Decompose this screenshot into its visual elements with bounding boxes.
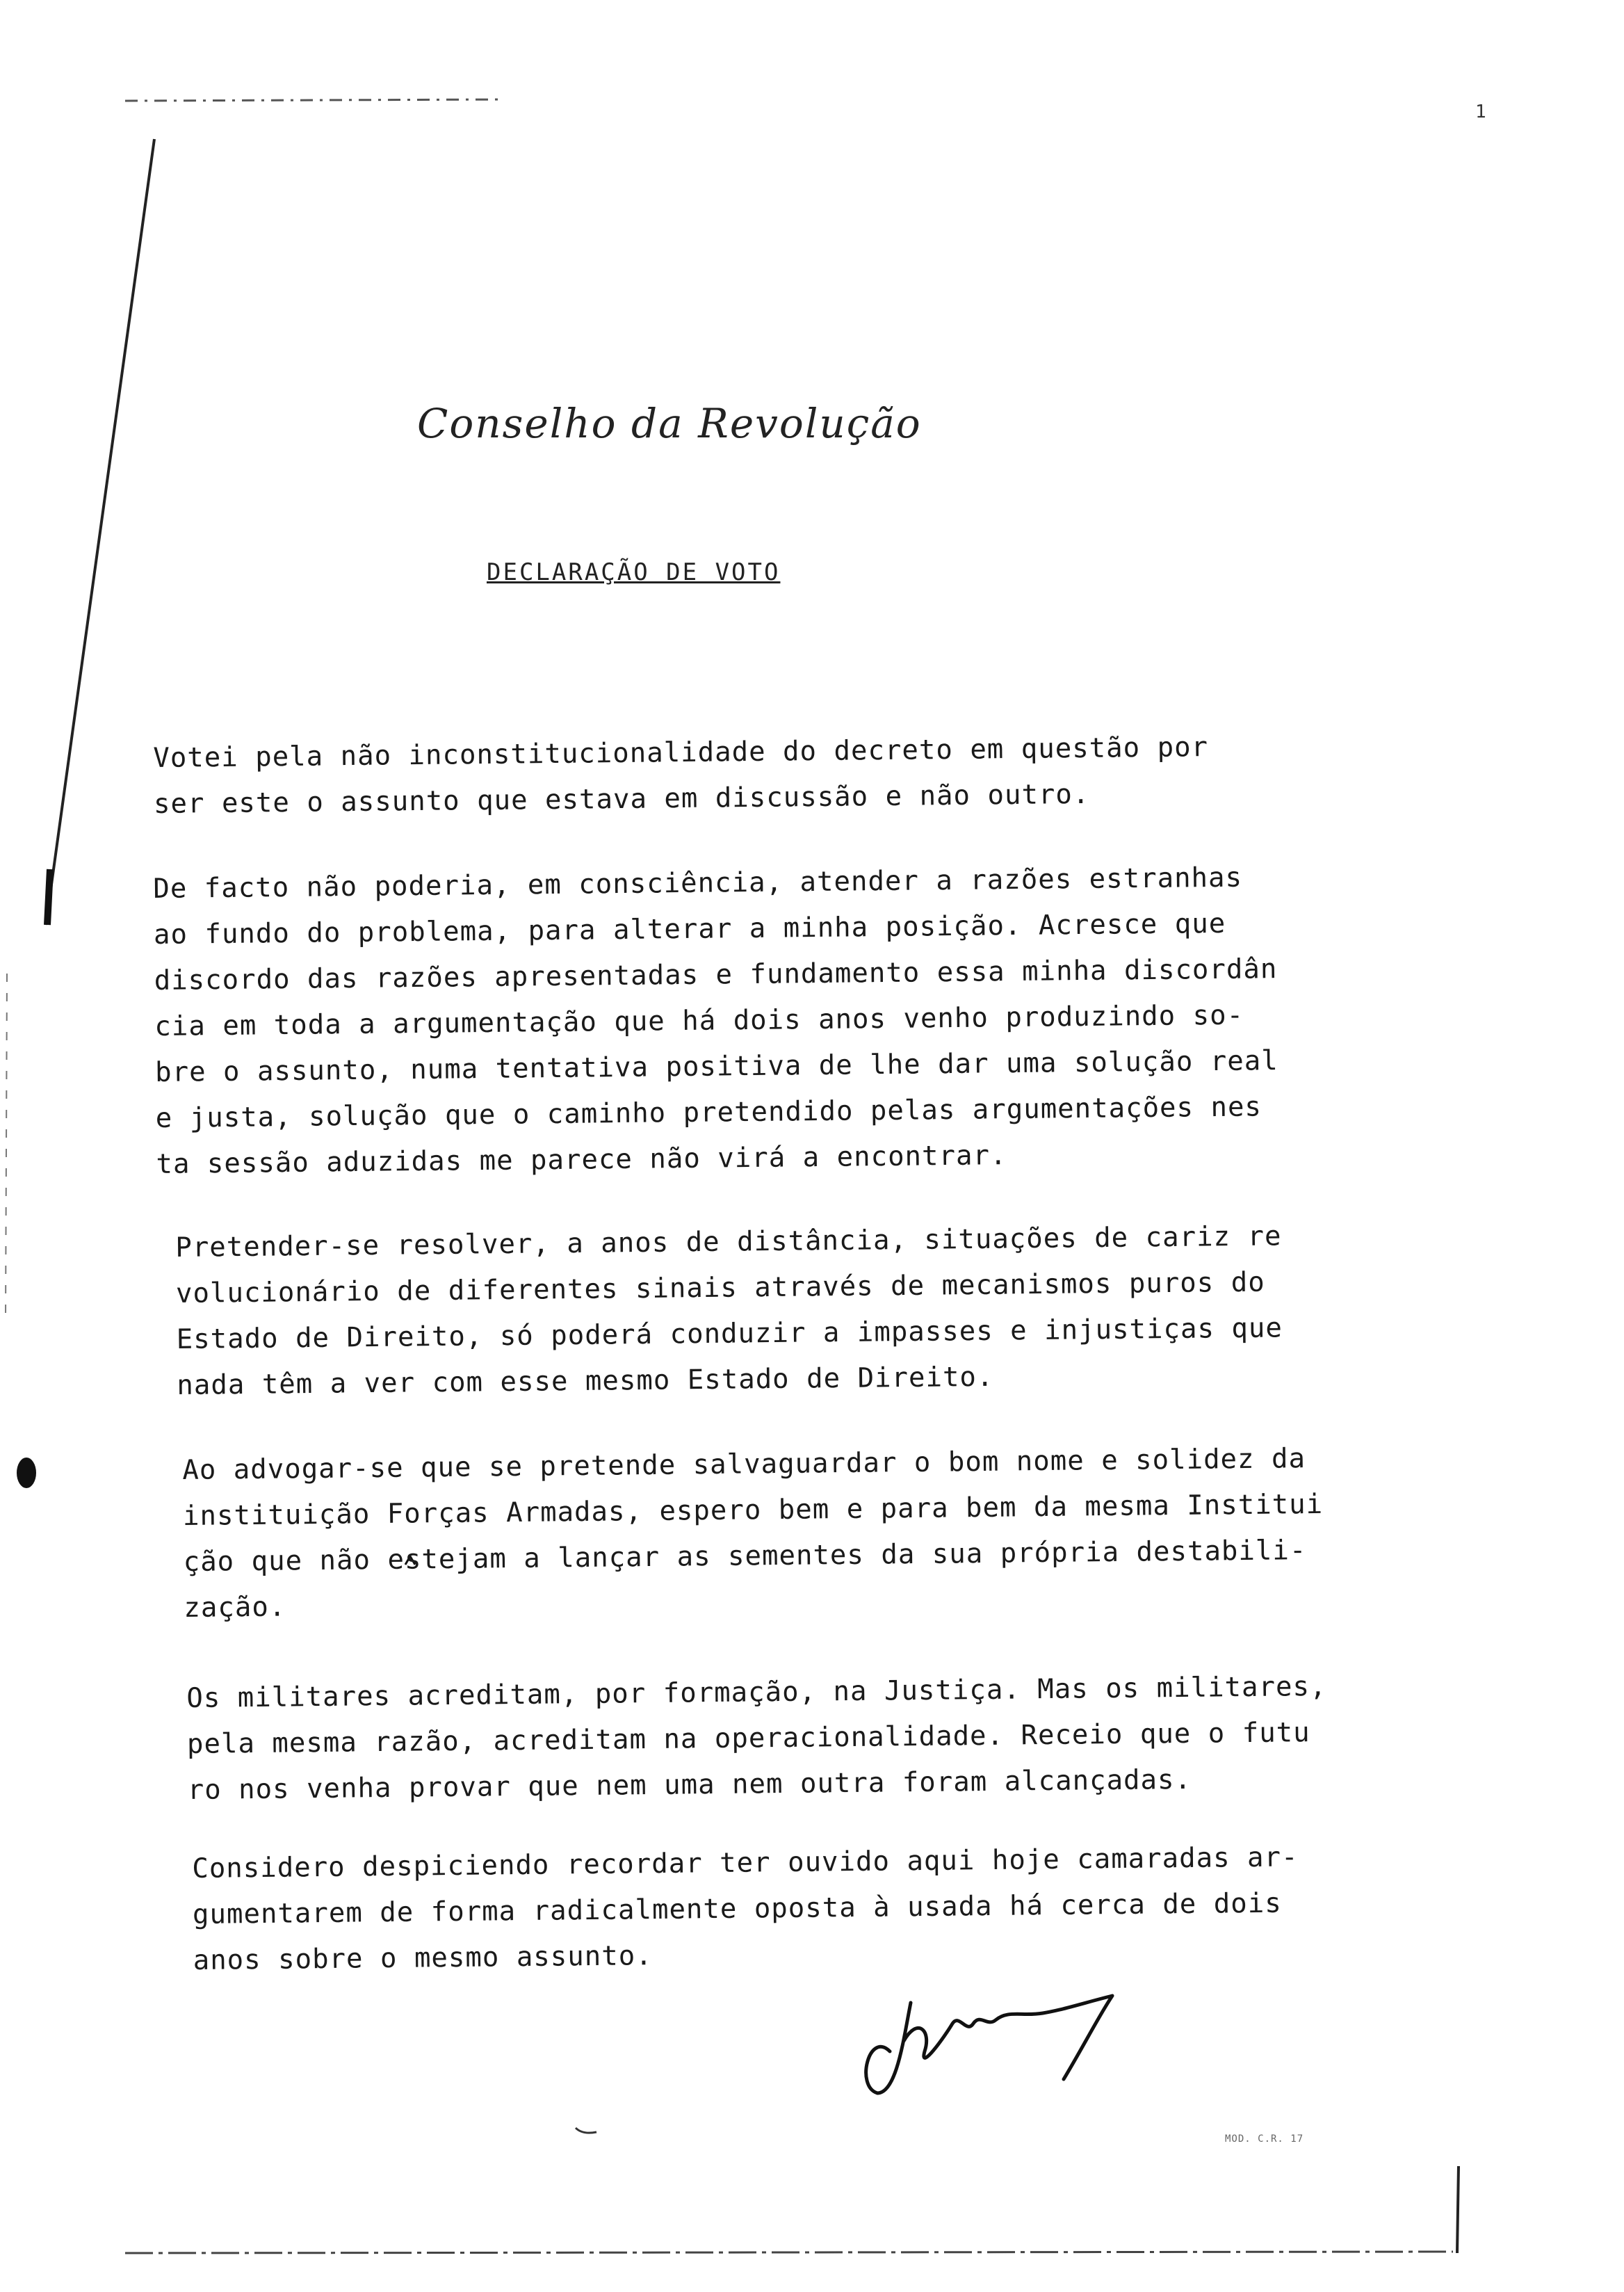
text-line: Votei pela não inconstitucionalidade do decreto em questão por bbox=[153, 732, 1209, 774]
form-code: MOD. C.R. 17 bbox=[1225, 2133, 1304, 2145]
top-border-line bbox=[125, 99, 501, 101]
bottom-border-line bbox=[125, 2252, 1453, 2253]
text-line: ro nos venha provar que nem uma nem outra foram alcançadas. bbox=[187, 1764, 1192, 1806]
document-title: DECLARAÇÃO DE VOTO bbox=[487, 558, 781, 586]
text-line: instituição Forças Armadas, espero bem e para bem da mesma Institui bbox=[182, 1488, 1324, 1532]
text-line: Pretender-se resolver, a anos de distância, situações de cariz re bbox=[175, 1220, 1282, 1264]
text-line: ao fundo do problema, para alterar a minha posição. Acresce que bbox=[153, 907, 1226, 951]
paragraph bbox=[182, 1435, 1477, 1631]
page-mark: 1 bbox=[1475, 102, 1486, 122]
signature bbox=[866, 1996, 1112, 2093]
text-line: discordo das razões apresentadas e fundamento essa minha discordân bbox=[154, 953, 1278, 996]
text-line: De facto não poderia, em consciência, atender a razões estranhas bbox=[153, 862, 1243, 905]
text-line: e justa, solução que o caminho pretendido pelas argumentações nes bbox=[155, 1091, 1262, 1134]
text-line: Considero despiciendo recordar ter ouvido aqui hoje camaradas ar- bbox=[192, 1841, 1299, 1885]
bottom-right-corner-line bbox=[1457, 2166, 1459, 2253]
left-edge-dashes bbox=[6, 974, 7, 1321]
text-line: Estado de Direito, só poderá conduzir a impasses e injustiças que bbox=[176, 1312, 1283, 1355]
text-line: bre o assunto, numa tentativa positiva de lhe dar uma solução real bbox=[154, 1045, 1278, 1088]
paragraph bbox=[153, 723, 1447, 828]
left-margin-thick bbox=[47, 869, 50, 925]
punch-hole-mark bbox=[17, 1458, 36, 1488]
text-line: Os militares acreditam, por formação, na Justiça. Mas os militares, bbox=[186, 1670, 1327, 1714]
paragraph bbox=[192, 1833, 1486, 1984]
paragraph bbox=[153, 853, 1450, 1188]
text-line: Ao advogar-se que se pretende salvaguardar o bom nome e solidez da bbox=[182, 1443, 1306, 1486]
text-line: zação. bbox=[184, 1591, 286, 1624]
letterhead: Conselho da Revolução bbox=[417, 400, 922, 447]
text-line: pela mesma razão, acreditam na operacionalidade. Receio que o futu bbox=[186, 1717, 1310, 1760]
text-line: cia em toda a argumentação que há dois anos venho produzindo so- bbox=[154, 999, 1244, 1042]
text-line: volucionário de diferentes sinais através de mecanismos puros do bbox=[175, 1266, 1265, 1309]
text-line: ser este o assunto que estava em discussão e não outro. bbox=[153, 778, 1090, 820]
left-margin-line bbox=[46, 139, 154, 925]
paragraph bbox=[175, 1212, 1470, 1409]
small-ink-mark bbox=[576, 2128, 596, 2133]
text-line: ção que não estejam a lançar as sementes da sua própria destabili- bbox=[183, 1535, 1307, 1578]
text-line: anos sobre o mesmo assunto. bbox=[193, 1940, 653, 1976]
text-line: nada têm a ver com esse mesmo Estado de Direito. bbox=[177, 1361, 994, 1401]
text-line: gumentarem de forma radicalmente oposta à usada há cerca de dois bbox=[192, 1887, 1282, 1930]
paragraph bbox=[186, 1663, 1481, 1814]
text-line: ta sessão aduzidas me parece não virá a encontrar. bbox=[156, 1140, 1007, 1180]
